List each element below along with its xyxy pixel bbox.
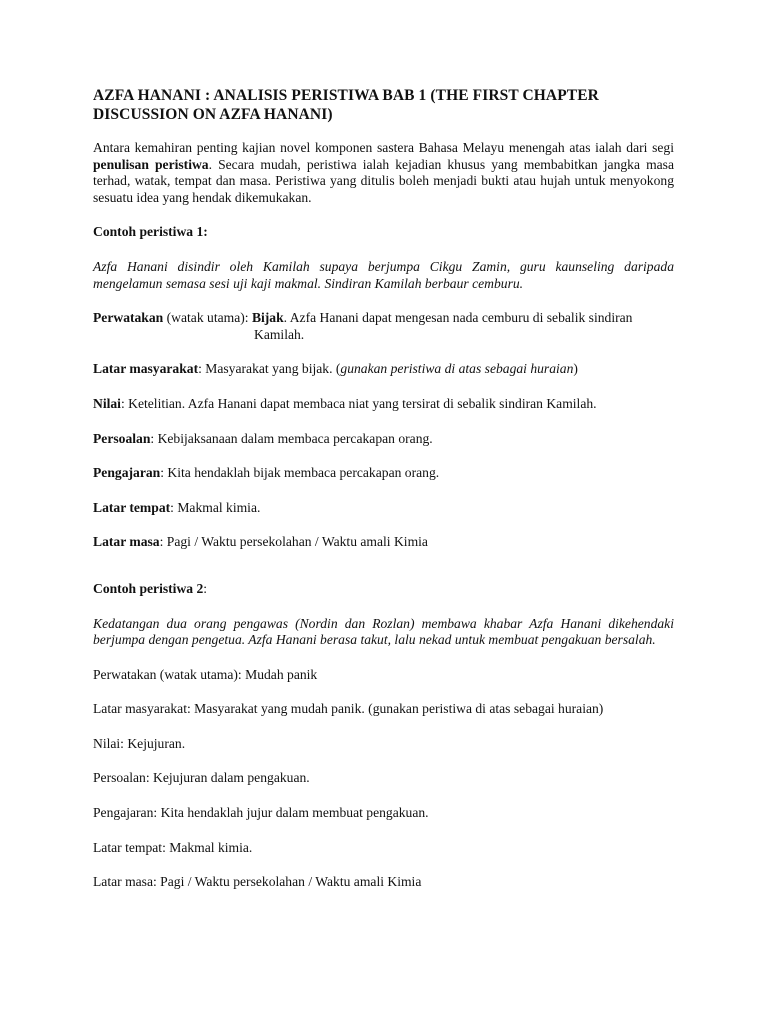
event1-perwatakan [93,310,674,327]
event2-pengajaran: Pengajaran: Kita hendaklah jujur dalam membuat pengakuan. [93,805,429,821]
event2-persoalan: Persoalan: Kejujuran dalam pengakuan. [93,770,310,786]
event1-pengajaran-text: : Kita hendaklah bijak membaca percakapan orang. [160,465,440,481]
event2-description [93,616,674,649]
event1-perwatakan-continuation [93,327,674,344]
event2-heading-colon: : [203,580,208,596]
event1-latar-tempat-label: Latar tempat [93,499,171,515]
event1-pengajaran [93,465,674,482]
event1-pengajaran-label: Pengajaran [93,465,161,481]
event1-latar-masyarakat-label: Latar masyarakat [93,361,199,377]
event2-latar-masa: Latar masa: Pagi / Waktu persekolahan / Waktu amali Kimia [93,874,422,890]
event1-latar-masa-text: : Pagi / Waktu persekolahan / Waktu amali Kimia [159,534,428,550]
event2-description-text: Kedatangan dua orang pengawas (Nordin dan Rozlan) membawa khabar Azfa Hanani dikehendaki berjumpa dengan pengetua. Azfa Hanani berasa takut, lalu nekad untuk membuat pengakuan bersalah. [93,615,674,648]
event2-heading [93,581,674,598]
event1-latar-masyarakat-text: : Masyarakat yang bijak. ( [198,361,341,377]
event1-nilai [93,396,674,413]
event1-perwatakan-cont-text: Kamilah. [254,326,305,342]
intro-text-2: . Secara mudah, peristiwa ialah kejadian khusus yang membabitkan jangka masa terhad, watak, tempat dan masa. Peristiwa yang ditulis boleh menjadi bukti atau hujah untuk menyokong sesuatu idea yang hendak dikemukakan. [93,156,674,205]
event1-latar-tempat [93,500,674,517]
event1-nilai-label: Nilai [93,395,121,411]
document-page [93,86,674,891]
event2-heading-text: Contoh peristiwa 2 [93,580,204,596]
event2-latar-masyarakat: Latar masyarakat: Masyarakat yang mudah panik. (gunakan peristiwa di atas sebagai huraian) [93,701,604,717]
intro-text-1: Antara kemahiran penting kajian novel komponen sastera Bahasa Melayu menengah atas ialah dari segi [93,140,674,155]
event1-perwatakan-label: Perwatakan [93,310,164,326]
event2-nilai: Nilai: Kejujuran. [93,735,186,751]
event1-latar-masa-label: Latar masa [93,534,160,550]
event1-latar-tempat-text: : Makmal kimia. [170,499,261,515]
event1-persoalan-text: : Kebijaksanaan dalam membaca percakapan orang. [150,430,433,446]
event1-description [93,259,674,292]
document-title: AZFA HANANI : ANALISIS PERISTIWA BAB 1 (THE FIRST CHAPTER DISCUSSION ON AZFA HANANI) [93,87,599,123]
event1-heading [93,224,674,241]
event1-description-text: Azfa Hanani disindir oleh Kamilah supaya berjumpa Cikgu Zamin, guru kaunseling daripada mengelamun semasa sesi uji kaji makmal. Sindiran Kamilah berbaur cemburu. [93,258,674,291]
event1-perwatakan-text2: . Azfa Hanani dapat mengesan nada cemburu di sebalik sindiran [283,310,633,326]
event2-perwatakan: Perwatakan (watak utama): Mudah panik [93,666,318,682]
event2-latar-tempat: Latar tempat: Makmal kimia. [93,839,253,855]
event1-perwatakan-text1: (watak utama): [163,310,252,326]
event1-persoalan-label: Persoalan [93,430,151,446]
event1-latar-masyarakat-close: ) [573,361,578,377]
intro-bold-term: penulisan peristiwa [93,156,209,172]
event1-nilai-text: : Ketelitian. Azfa Hanani dapat membaca niat yang tersirat di sebalik sindiran Kamilah. [120,395,597,411]
event1-latar-masyarakat-italic: gunakan peristiwa di atas sebagai huraian [340,361,574,377]
event1-perwatakan-bold: Bijak [251,310,284,326]
intro-paragraph [93,140,674,206]
event1-heading-text: Contoh peristiwa 1: [93,224,208,240]
event1-latar-masyarakat [93,361,674,378]
event1-latar-masa [93,534,674,551]
event1-persoalan [93,431,674,448]
